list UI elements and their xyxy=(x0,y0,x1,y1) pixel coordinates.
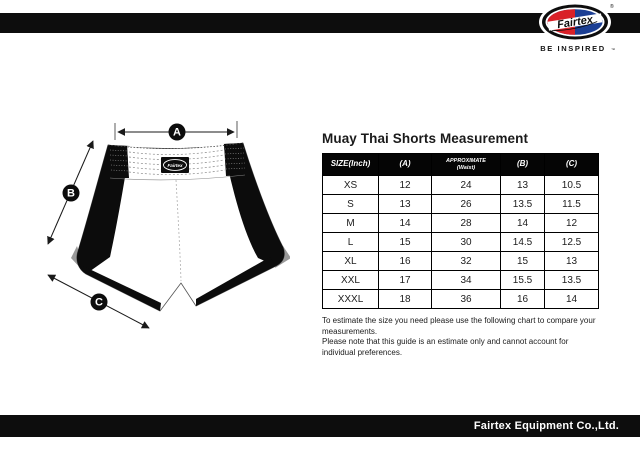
arrow-label-c: C xyxy=(95,296,103,309)
cell-b: 15.5 xyxy=(501,271,545,290)
cell-a: 13 xyxy=(379,195,432,214)
cell-size: M xyxy=(323,214,379,233)
table-row xyxy=(323,233,599,252)
cell-size: L xyxy=(323,233,379,252)
cell-b: 14 xyxy=(501,214,545,233)
arrow-label-a: A xyxy=(173,126,181,139)
cell-waist: 30 xyxy=(432,233,501,252)
cell-waist: 36 xyxy=(432,290,501,309)
table-row xyxy=(323,176,599,195)
cell-a: 15 xyxy=(379,233,432,252)
patch-label: Fairtex xyxy=(167,162,183,168)
trademark-icon: ™ xyxy=(611,47,615,52)
arrow-label-b: B xyxy=(67,187,75,200)
cell-size: XL xyxy=(323,252,379,271)
logo-wordmark: Fairtex xyxy=(556,13,594,32)
cell-size: S xyxy=(323,195,379,214)
fairtex-logo-icon xyxy=(535,0,619,56)
cell-a: 12 xyxy=(379,176,432,195)
registered-icon: ® xyxy=(610,4,614,10)
cell-a: 14 xyxy=(379,214,432,233)
cell-c: 12.5 xyxy=(545,233,599,252)
table-row xyxy=(323,195,599,214)
cell-b: 16 xyxy=(501,290,545,309)
footer-bar xyxy=(0,415,640,437)
cell-waist: 24 xyxy=(432,176,501,195)
brand-tagline: BE INSPIRED xyxy=(540,44,606,53)
col-header-a: (A) xyxy=(379,154,432,176)
table-row xyxy=(323,214,599,233)
note-line-1: To estimate the size you need please use the following chart to compare your measurements. xyxy=(322,316,596,336)
sizing-note xyxy=(322,316,598,358)
size-table-body xyxy=(323,176,599,309)
table-row xyxy=(323,271,599,290)
cell-c: 12 xyxy=(545,214,599,233)
cell-b: 13.5 xyxy=(501,195,545,214)
footer-company: Fairtex Equipment Co.,Ltd. xyxy=(473,420,619,432)
measurement-section xyxy=(322,131,598,358)
cell-a: 17 xyxy=(379,271,432,290)
shorts-measurement-diagram xyxy=(30,90,290,340)
cell-waist: 34 xyxy=(432,271,501,290)
cell-size: XXL xyxy=(323,271,379,290)
cell-size: XXXL xyxy=(323,290,379,309)
cell-c: 11.5 xyxy=(545,195,599,214)
cell-waist: 26 xyxy=(432,195,501,214)
cell-b: 15 xyxy=(501,252,545,271)
cell-c: 10.5 xyxy=(545,176,599,195)
cell-a: 18 xyxy=(379,290,432,309)
measurement-arrow-a xyxy=(115,121,237,141)
col-header-c: (C) xyxy=(545,154,599,176)
cell-c: 14 xyxy=(545,290,599,309)
waistband-logo-patch xyxy=(161,157,189,173)
cell-waist: 32 xyxy=(432,252,501,271)
shorts-illustration xyxy=(30,90,290,340)
table-row xyxy=(323,252,599,271)
page-title: Muay Thai Shorts Measurement xyxy=(322,131,529,146)
size-table-header xyxy=(323,154,599,176)
note-line-2: Please note that this guide is an estimate only and cannot account for individual preferences. xyxy=(322,337,569,357)
cell-a: 16 xyxy=(379,252,432,271)
table-row xyxy=(323,290,599,309)
col-header-size: SIZE(Inch) xyxy=(323,154,379,176)
cell-size: XS xyxy=(323,176,379,195)
col-header-waist: APPROXIMATE (Waist) xyxy=(432,154,501,176)
brand-logo xyxy=(535,0,619,56)
cell-b: 14.5 xyxy=(501,233,545,252)
col-header-b: (B) xyxy=(501,154,545,176)
cell-c: 13 xyxy=(545,252,599,271)
cell-waist: 28 xyxy=(432,214,501,233)
cell-b: 13 xyxy=(501,176,545,195)
cell-c: 13.5 xyxy=(545,271,599,290)
size-table xyxy=(322,153,599,309)
